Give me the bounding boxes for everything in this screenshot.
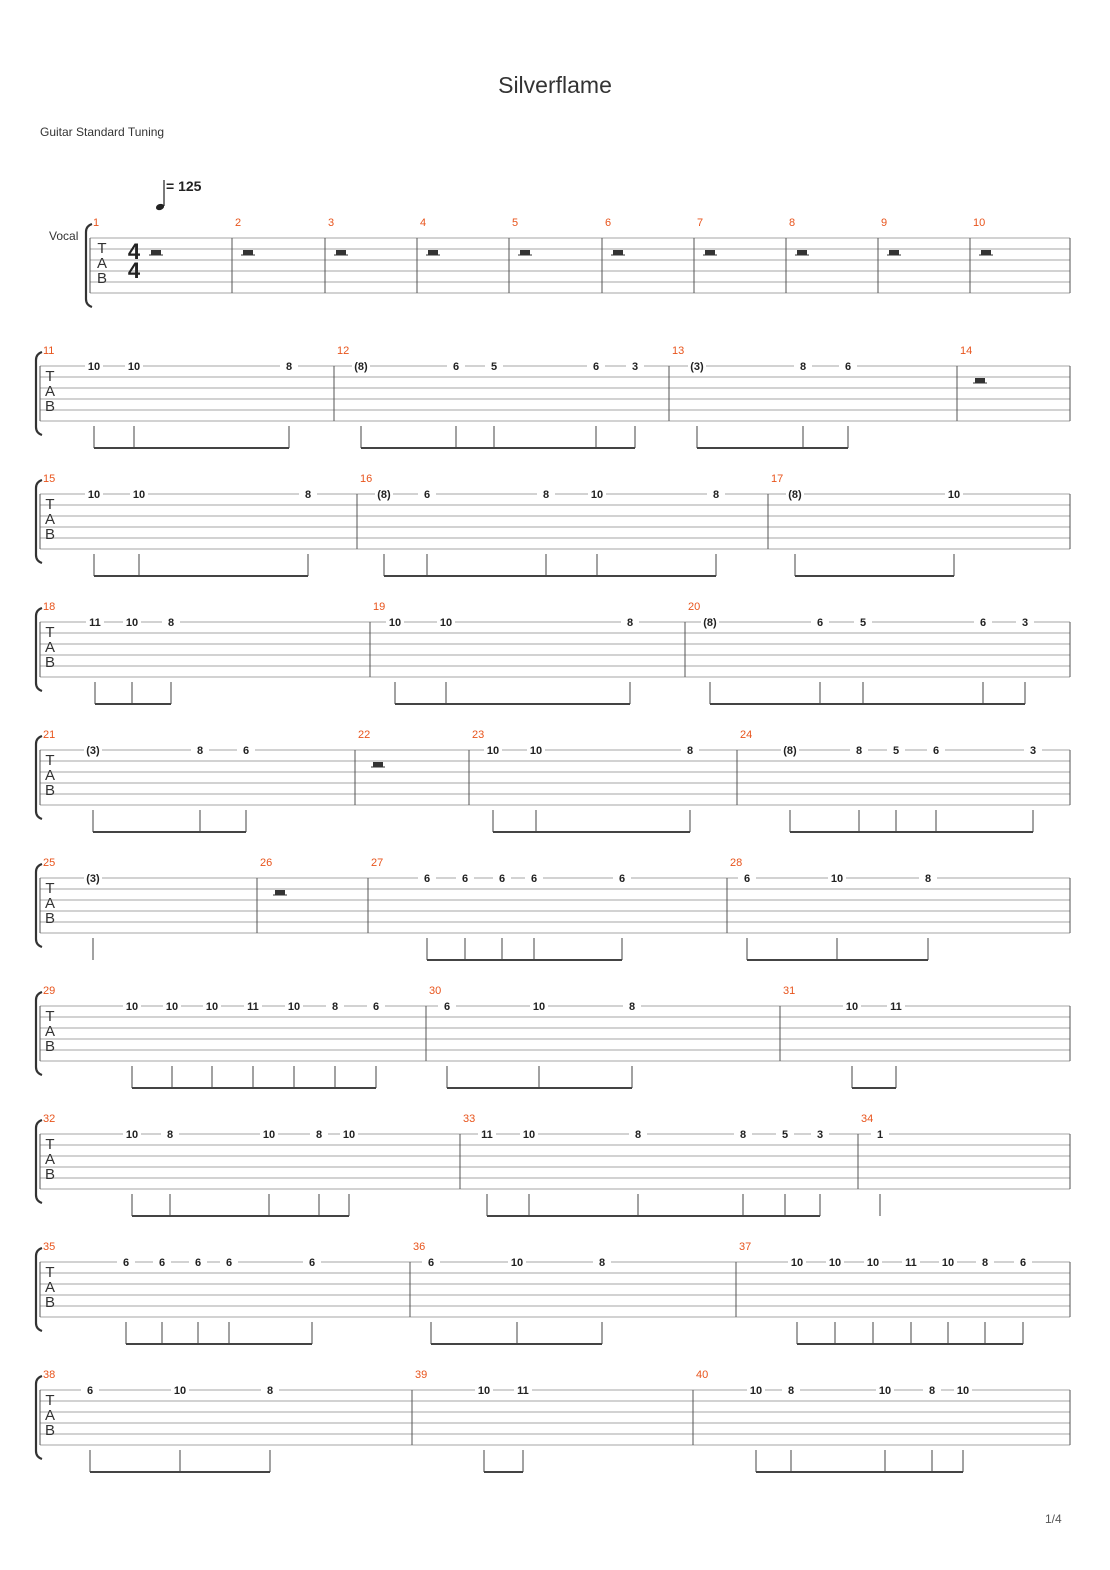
fret-number: 6 bbox=[816, 617, 824, 629]
fret-number: 10 bbox=[127, 361, 141, 373]
half-rest bbox=[275, 890, 285, 895]
fret-number: (3) bbox=[86, 745, 100, 757]
system-bracket bbox=[36, 992, 42, 1075]
measure-number: 13 bbox=[672, 345, 685, 357]
measure-number: 16 bbox=[360, 473, 373, 485]
fret-number: 8 bbox=[285, 361, 293, 373]
half-rest bbox=[373, 762, 383, 767]
half-rest bbox=[243, 250, 253, 255]
tab-clef-letter: B bbox=[44, 1166, 56, 1183]
measure-number: 14 bbox=[960, 345, 973, 357]
fret-number: 10 bbox=[522, 1129, 536, 1141]
system-bracket bbox=[36, 480, 42, 563]
fret-number: 8 bbox=[634, 1129, 642, 1141]
tab-clef-letter: T bbox=[45, 1008, 55, 1025]
system-bracket bbox=[86, 224, 92, 307]
tab-clef-letter: T bbox=[45, 1392, 55, 1409]
tab-clef-letter: A bbox=[96, 255, 108, 272]
fret-number: 8 bbox=[739, 1129, 747, 1141]
measure-number: 12 bbox=[337, 345, 350, 357]
tab-clef-letter: A bbox=[44, 511, 56, 528]
fret-number: 10 bbox=[830, 873, 844, 885]
half-rest bbox=[975, 378, 985, 383]
fret-number: 6 bbox=[86, 1385, 94, 1397]
fret-number: 10 bbox=[125, 1129, 139, 1141]
measure-number: 20 bbox=[688, 601, 701, 613]
fret-number: 11 bbox=[247, 1001, 259, 1013]
measure-number: 32 bbox=[43, 1113, 56, 1125]
instrument-name: Vocal bbox=[49, 229, 79, 243]
fret-number: 6 bbox=[423, 873, 431, 885]
fret-number: 10 bbox=[87, 361, 101, 373]
fret-number: 6 bbox=[443, 1001, 451, 1013]
measure-number: 33 bbox=[463, 1113, 476, 1125]
fret-number: 6 bbox=[372, 1001, 380, 1013]
fret-number: 10 bbox=[477, 1385, 491, 1397]
fret-number: 11 bbox=[890, 1001, 902, 1013]
fret-number: 11 bbox=[517, 1385, 529, 1397]
fret-number: (3) bbox=[86, 873, 100, 885]
fret-number: 10 bbox=[866, 1257, 880, 1269]
fret-number: 6 bbox=[530, 873, 538, 885]
fret-number: 8 bbox=[799, 361, 807, 373]
fret-number: 10 bbox=[845, 1001, 859, 1013]
fret-number: 8 bbox=[542, 489, 550, 501]
fret-number: 10 bbox=[342, 1129, 356, 1141]
tab-clef-letter: B bbox=[44, 910, 56, 927]
fret-number: 10 bbox=[878, 1385, 892, 1397]
tab-clef-letter: T bbox=[97, 240, 107, 257]
measure-number: 9 bbox=[881, 217, 888, 229]
fret-number: (3) bbox=[690, 361, 704, 373]
fret-number: 8 bbox=[928, 1385, 936, 1397]
tab-system bbox=[36, 601, 1070, 704]
fret-number: 10 bbox=[165, 1001, 179, 1013]
tab-clef-letter: A bbox=[44, 1023, 56, 1040]
fret-number: 6 bbox=[932, 745, 940, 757]
half-rest bbox=[705, 250, 715, 255]
fret-number: 6 bbox=[423, 489, 431, 501]
fret-number: (8) bbox=[703, 617, 717, 629]
time-signature-digit: 4 bbox=[127, 239, 141, 264]
measure-number: 3 bbox=[328, 217, 335, 229]
fret-number: 6 bbox=[122, 1257, 130, 1269]
tab-clef-letter: A bbox=[44, 1407, 56, 1424]
fret-number: (8) bbox=[377, 489, 391, 501]
measure-number: 38 bbox=[43, 1369, 56, 1381]
measure-number: 31 bbox=[783, 985, 796, 997]
system-bracket bbox=[36, 352, 42, 435]
fret-number: 8 bbox=[331, 1001, 339, 1013]
fret-number: 6 bbox=[242, 745, 250, 757]
half-rest bbox=[981, 250, 991, 255]
half-rest bbox=[797, 250, 807, 255]
tempo-marking: = 125 bbox=[166, 178, 202, 194]
fret-number: 10 bbox=[132, 489, 146, 501]
fret-number: 10 bbox=[439, 617, 453, 629]
system-bracket bbox=[36, 1120, 42, 1203]
tab-clef-letter: T bbox=[45, 1264, 55, 1281]
tab-system bbox=[36, 729, 1070, 832]
fret-number: 8 bbox=[167, 617, 175, 629]
fret-number: 10 bbox=[262, 1129, 276, 1141]
fret-number: 8 bbox=[598, 1257, 606, 1269]
fret-number: 10 bbox=[749, 1385, 763, 1397]
measure-number: 39 bbox=[415, 1369, 428, 1381]
fret-number: 10 bbox=[173, 1385, 187, 1397]
fret-number: 10 bbox=[790, 1257, 804, 1269]
fret-number: 11 bbox=[905, 1257, 917, 1269]
fret-number: 10 bbox=[828, 1257, 842, 1269]
tab-clef-letter: B bbox=[96, 270, 108, 287]
half-rest bbox=[336, 250, 346, 255]
tab-clef-letter: A bbox=[44, 639, 56, 656]
measure-number: 19 bbox=[373, 601, 386, 613]
fret-number: 6 bbox=[979, 617, 987, 629]
fret-number: 5 bbox=[892, 745, 900, 757]
fret-number: 8 bbox=[855, 745, 863, 757]
fret-number: 10 bbox=[510, 1257, 524, 1269]
tab-clef-letter: B bbox=[44, 1294, 56, 1311]
tab-clef-letter: A bbox=[44, 1279, 56, 1296]
fret-number: 10 bbox=[205, 1001, 219, 1013]
time-signature-digit: 4 bbox=[127, 258, 141, 283]
measure-number: 27 bbox=[371, 857, 384, 869]
tab-system bbox=[86, 217, 1070, 307]
fret-number: 5 bbox=[781, 1129, 789, 1141]
measure-number: 26 bbox=[260, 857, 273, 869]
measure-number: 36 bbox=[413, 1241, 426, 1253]
tab-system bbox=[36, 1369, 1070, 1472]
fret-number: 10 bbox=[532, 1001, 546, 1013]
fret-number: 8 bbox=[924, 873, 932, 885]
fret-number: 6 bbox=[158, 1257, 166, 1269]
fret-number: 6 bbox=[194, 1257, 202, 1269]
fret-number: 3 bbox=[1021, 617, 1029, 629]
measure-number: 7 bbox=[697, 217, 704, 229]
fret-number: (8) bbox=[788, 489, 802, 501]
half-rest bbox=[889, 250, 899, 255]
fret-number: 6 bbox=[618, 873, 626, 885]
system-bracket bbox=[36, 608, 42, 691]
measure-number: 34 bbox=[861, 1113, 874, 1125]
fret-number: 6 bbox=[452, 361, 460, 373]
fret-number: 8 bbox=[266, 1385, 274, 1397]
fret-number: 8 bbox=[686, 745, 694, 757]
tab-system bbox=[36, 1241, 1070, 1344]
measure-number: 28 bbox=[730, 857, 743, 869]
fret-number: 10 bbox=[941, 1257, 955, 1269]
system-bracket bbox=[36, 1248, 42, 1331]
fret-number: 1 bbox=[876, 1129, 884, 1141]
measure-number: 30 bbox=[429, 985, 442, 997]
tab-clef-letter: B bbox=[44, 782, 56, 799]
tab-clef-letter: A bbox=[44, 767, 56, 784]
fret-number: 10 bbox=[947, 489, 961, 501]
fret-number: 3 bbox=[631, 361, 639, 373]
fret-number: 8 bbox=[626, 617, 634, 629]
measure-number: 10 bbox=[973, 217, 986, 229]
fret-number: 6 bbox=[592, 361, 600, 373]
tab-clef-letter: B bbox=[44, 654, 56, 671]
fret-number: 6 bbox=[461, 873, 469, 885]
tuning-label: Guitar Standard Tuning bbox=[40, 125, 165, 139]
half-rest bbox=[151, 250, 161, 255]
tab-clef-letter: A bbox=[44, 895, 56, 912]
tab-clef-letter: B bbox=[44, 526, 56, 543]
measure-number: 21 bbox=[43, 729, 56, 741]
fret-number: 6 bbox=[1019, 1257, 1027, 1269]
tab-system bbox=[36, 473, 1070, 576]
fret-number: 5 bbox=[490, 361, 498, 373]
measure-number: 18 bbox=[43, 601, 56, 613]
measure-number: 22 bbox=[358, 729, 371, 741]
tab-system bbox=[36, 985, 1070, 1088]
tab-system bbox=[36, 857, 1070, 960]
fret-number: 11 bbox=[89, 617, 101, 629]
tab-clef-letter: B bbox=[44, 1038, 56, 1055]
half-rest bbox=[613, 250, 623, 255]
fret-number: 10 bbox=[486, 745, 500, 757]
measure-number: 5 bbox=[512, 217, 519, 229]
fret-number: 3 bbox=[816, 1129, 824, 1141]
tab-system bbox=[36, 345, 1070, 448]
fret-number: 6 bbox=[427, 1257, 435, 1269]
fret-number: 6 bbox=[498, 873, 506, 885]
measure-number: 17 bbox=[771, 473, 784, 485]
measure-number: 40 bbox=[696, 1369, 709, 1381]
measure-number: 24 bbox=[740, 729, 753, 741]
tab-system bbox=[36, 1113, 1070, 1216]
tab-clef-letter: T bbox=[45, 624, 55, 641]
tab-clef-letter: T bbox=[45, 368, 55, 385]
fret-number: 6 bbox=[225, 1257, 233, 1269]
system-bracket bbox=[36, 736, 42, 819]
fret-number: 6 bbox=[743, 873, 751, 885]
measure-number: 2 bbox=[235, 217, 242, 229]
fret-number: 8 bbox=[787, 1385, 795, 1397]
fret-number: 11 bbox=[481, 1129, 493, 1141]
fret-number: 10 bbox=[287, 1001, 301, 1013]
half-rest bbox=[520, 250, 530, 255]
tab-clef-letter: B bbox=[44, 1422, 56, 1439]
fret-number: 6 bbox=[308, 1257, 316, 1269]
fret-number: 10 bbox=[590, 489, 604, 501]
fret-number: 5 bbox=[859, 617, 867, 629]
system-bracket bbox=[36, 1376, 42, 1459]
measure-number: 4 bbox=[420, 217, 427, 229]
tab-clef-letter: A bbox=[44, 1151, 56, 1168]
measure-number: 6 bbox=[605, 217, 612, 229]
measure-number: 23 bbox=[472, 729, 485, 741]
system-bracket bbox=[36, 864, 42, 947]
fret-number: (8) bbox=[354, 361, 368, 373]
tab-clef-letter: T bbox=[45, 880, 55, 897]
measure-number: 29 bbox=[43, 985, 56, 997]
half-rest bbox=[428, 250, 438, 255]
tab-clef-letter: T bbox=[45, 496, 55, 513]
fret-number: 10 bbox=[388, 617, 402, 629]
fret-number: 3 bbox=[1029, 745, 1037, 757]
fret-number: 8 bbox=[712, 489, 720, 501]
tab-clef-letter: T bbox=[45, 752, 55, 769]
measure-number: 35 bbox=[43, 1241, 56, 1253]
measure-number: 15 bbox=[43, 473, 56, 485]
measure-number: 37 bbox=[739, 1241, 752, 1253]
fret-number: 10 bbox=[956, 1385, 970, 1397]
measure-number: 11 bbox=[43, 345, 55, 357]
song-title: Silverflame bbox=[498, 72, 612, 98]
fret-number: 8 bbox=[196, 745, 204, 757]
fret-number: 10 bbox=[125, 617, 139, 629]
tab-clef-letter: B bbox=[44, 398, 56, 415]
fret-number: 8 bbox=[166, 1129, 174, 1141]
tab-clef-letter: A bbox=[44, 383, 56, 400]
measure-number: 25 bbox=[43, 857, 56, 869]
fret-number: 6 bbox=[844, 361, 852, 373]
fret-number: 10 bbox=[87, 489, 101, 501]
fret-number: 8 bbox=[981, 1257, 989, 1269]
measure-number: 8 bbox=[789, 217, 796, 229]
fret-number: (8) bbox=[783, 745, 797, 757]
measure-number: 1 bbox=[93, 217, 100, 229]
fret-number: 10 bbox=[529, 745, 543, 757]
page-number: 1/4 bbox=[1045, 1512, 1062, 1526]
fret-number: 10 bbox=[125, 1001, 139, 1013]
tab-clef-letter: T bbox=[45, 1136, 55, 1153]
fret-number: 8 bbox=[628, 1001, 636, 1013]
fret-number: 8 bbox=[304, 489, 312, 501]
fret-number: 8 bbox=[315, 1129, 323, 1141]
